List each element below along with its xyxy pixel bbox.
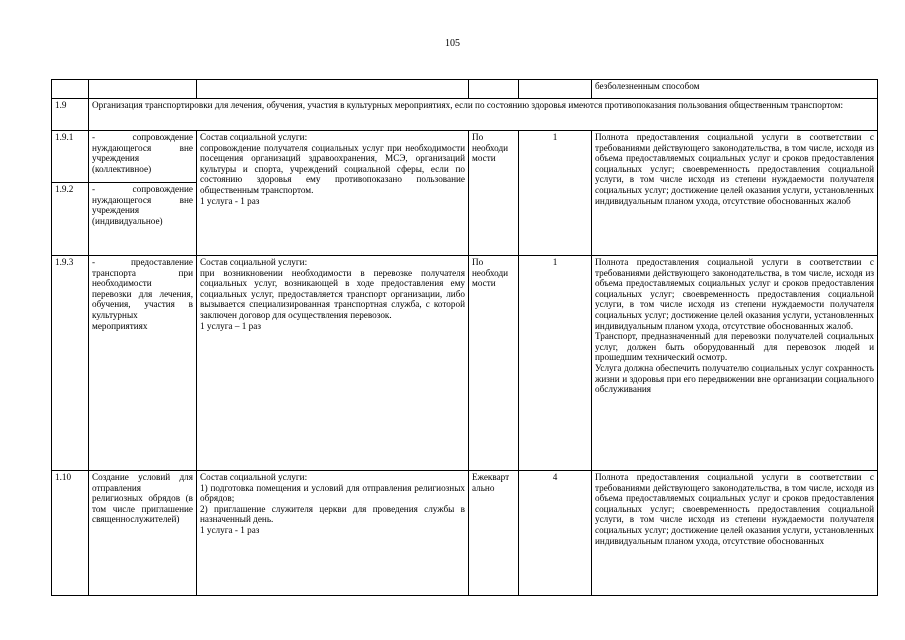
table-row-continuation (52, 80, 878, 99)
cell-content (197, 80, 469, 99)
cell-content (197, 131, 469, 256)
content-line: Состав социальной услуги: (200, 132, 308, 142)
table-row-1-10 (52, 471, 878, 596)
content-line: 2) приглашение служителя церкви для проведения службы в назначенный день. (200, 503, 465, 525)
cell-standard: безболезненным способом (592, 80, 878, 99)
cell-content (197, 256, 469, 471)
cell-name (89, 80, 197, 99)
standard-line: Транспорт, предназначенный для перевозки получателей социальных услуг, должен быть оборудованный для перевозок людей и прошедшим технический осмотр. (595, 331, 874, 363)
content-line: при возникновении необходимости в перевозке получателя социальных услуг, возникающей в ходе предоставления ему социальных услуг, предоставляется транспорт организации, либо вызывается специализированная транспортная служба, с которой заключен договор для осуществления перевозок. (200, 267, 465, 320)
cell-period: По необходи мости (469, 256, 519, 471)
cell-period: Ежекварт ально (469, 471, 519, 596)
cell-num: 1.9 (52, 99, 89, 131)
cell-num (52, 80, 89, 99)
cell-num: 1.10 (52, 471, 89, 596)
cell-count: 1 (519, 256, 592, 471)
content-line: 1) подготовка помещения и условий для отправления религиозных обрядов; (200, 482, 465, 504)
content-line: Состав социальной услуги: (200, 257, 308, 267)
table-row-1-9 (52, 99, 878, 131)
cell-num: 1.9.2 (52, 183, 89, 256)
cell-standard: Полнота предоставления социальной услуги в соответствии с требованиями действующего законодательства, в том числе, исходя из объема предоставляемых социальных услуг и сроков предоставления социальных услуг; своевременность предоставления социальной услуги, в том числе исходя из степени нуждаемости получателя социальных услуг; достижение целей оказания услуги, установленных индивидуальным планом ухода, отсутствие обоснованных жалоб (592, 131, 878, 256)
standard-line: Услуга должна обеспечить получателю социальных услуг сохранность жизни и здоровья при его передвижении вне организации социального обслуживания (595, 362, 874, 395)
cell-period: По необходи мости (469, 131, 519, 256)
section-title: Организация транспортировки для лечения, обучения, участия в культурных мероприятиях, если по состоянию здоровья имеются противопоказания пользования общественным транспортом: (89, 99, 878, 131)
content-line: 1 услуга - 1 раз (200, 195, 260, 206)
cell-count: 1 (519, 131, 592, 256)
cell-standard: Полнота предоставления социальной услуги в соответствии с требованиями действующего законодательства, в том числе, исходя из объема предоставляемых социальных услуг и сроков предоставления социальных услуг; своевременность предоставления социальной услуги, в том числе исходя из степени нуждаемости получателя социальных услуг; достижение целей оказания услуги, установленных индивидуальным планом ухода, отсутствие обоснованных (592, 471, 878, 596)
cell-num: 1.9.1 (52, 131, 89, 183)
services-table (51, 79, 878, 596)
content-line: сопровождение получателя социальных услуг при необходимости посещения организаций здравоохранения, МСЭ, организаций культуры и спорта, учреждений социальной сферы, если по состоянию здоровья ему противопоказано пользование общественным транспортом. (200, 142, 465, 195)
page-number: 105 (445, 38, 460, 49)
cell-name: Создание условий для отправления религиозных обрядов (в том числе приглашение священнослужителей) (89, 471, 197, 596)
cell-count (519, 80, 592, 99)
cell-content (197, 471, 469, 596)
cell-num: 1.9.3 (52, 256, 89, 471)
content-line: Состав социальной услуги: (200, 472, 308, 482)
cell-period (469, 80, 519, 99)
cell-standard (592, 256, 878, 471)
cell-name: - сопровождение нуждающегося вне учреждения (индивидуальное) (89, 183, 197, 256)
cell-name: - сопровождение нуждающегося вне учреждения (коллективное) (89, 131, 197, 183)
table-row-1-9-1 (52, 131, 878, 183)
cell-count: 4 (519, 471, 592, 596)
content-line: 1 услуга - 1 раз (200, 524, 260, 535)
cell-name: - предоставление транспорта при необходимости перевозки для лечения, обучения, участия в культурных мероприятиях (89, 256, 197, 471)
content-line: 1 услуга – 1 раз (200, 320, 261, 331)
standard-line: Полнота предоставления социальной услуги в соответствии с требованиями действующего законодательства, в том числе, исходя из объема предоставляемых социальных услуг и сроков предоставления социальных услуг; своевременность предоставления социальной услуги, в том числе исходя из степени нуждаемости получателя социальных услуг; достижение целей оказания услуги, установленных индивидуальным планом ухода, отсутствие обоснованных жалоб. (595, 257, 874, 331)
table-row-1-9-3 (52, 256, 878, 471)
